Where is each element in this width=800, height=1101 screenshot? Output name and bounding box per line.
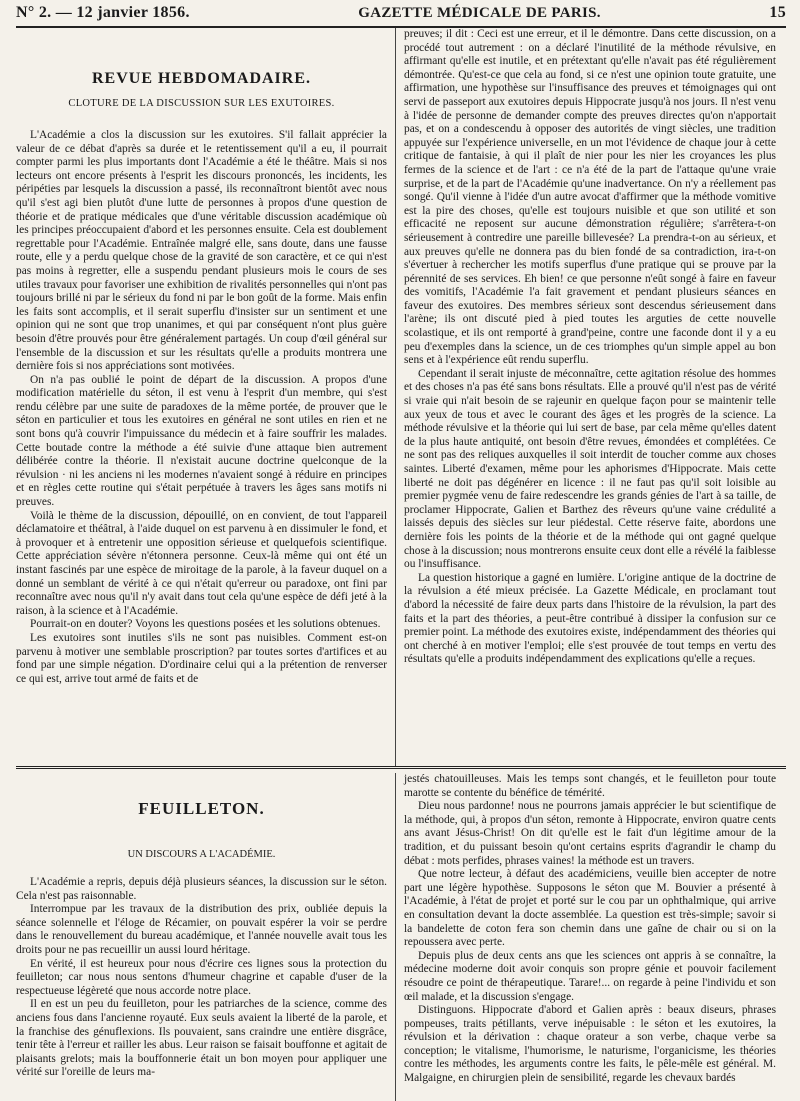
revue-title: REVUE HEBDOMADAIRE. (91, 70, 311, 87)
feuilleton-right-column (396, 773, 776, 1101)
revue-section (16, 28, 786, 769)
feuilleton-paragraph: L'Académie a repris, depuis déjà plusieurs séances, la discussion sur le séton. Cela n'est pas raisonnable. (16, 876, 387, 902)
feuilleton-left-column (16, 773, 396, 1101)
revue-right-column (396, 28, 776, 766)
revue-paragraph: L'Académie a clos la discussion sur les exutoires. S'il fallait apprécier la valeur de ce débat d'après sa durée et le retentissement qu'il a eu, il pourrait compter parmi les plus importants dont l'Académie a été le théâtre. Mais si nos lecteurs ont encore présents à l'esprit les discours prononcés, les incidents, les péripéties par lesquels la discussion a passé, ils reconnaîtront bientôt avec nous qu'il s'est agi bien plutôt d'une lutte de personnes à propos d'une question de théorie et de pratique médicales que d'une véritable discussion académique où les principes préoccupaient d'abord et les personnes ensuite. Cela est doublement regrettable pour l'Académie. Entraînée malgré elle, sans doute, dans une fausse route, elle y a perdu quelque chose de la gravité de son caractère, et ce qui n'est pas moins à regretter, elle a suspendu pendant plusieurs mois le cours de ses utiles travaux pour favoriser une exhibition de rivalités personnelles qui n'ont pas toujours brillé ni par le sérieux du fond ni par le bon goût de la forme. Mais enfin les faits sont accomplis, et il serait superflu d'insister sur un sentiment et une opinion qui ne sont que trop unanimes, et qui par conséquent n'ont plus guère besoin d'être prouvés pour être généralement partagés. Un coup d'œil général sur l'ensemble de la discussion et sur les résultats qu'elle a produits montrera une dernière fois si nos appréciations sont motivées. (16, 129, 387, 373)
feuilleton-title: FEUILLETON. (138, 799, 265, 818)
feuilleton-paragraph: En vérité, il est heureux pour nous d'écrire ces lignes sous la protection du feuilleton; car nous nous sentons d'humeur chagrine et capable d'user de la respectueuse légèreté que nous accorde notre place. (16, 957, 387, 997)
feuilleton-paragraph: Distinguons. Hippocrate d'abord et Galien après : beaux diseurs, phrases pompeuses, traits pétillants, verve inépuisable : le séton et les exutoires, la révulsion et la dérivation : chaque orateur a son verbe, chaque verbe sa conception; le vitalisme, l'humorisme, le naturisme, l'organicisme, les théories contre les méthodes, les arguments contre les faits, le pêle-mêle est général. M. Malgaigne, en chirurgien plein de sensibilité, regarde les chevaux bardés (404, 1004, 776, 1085)
feuilleton-paragraph: Il en est un peu du feuilleton, pour les patriarches de la science, comme des anciens fous dans l'ancienne royauté. Eux seuls avaient la liberté de la parole, et la franchise des génuflexions. Ils pouvaient, sans craindre une entière disgrâce, tenir tête à l'erreur et railler les abus. Leur raison se faisait bouffonne et agitait de plaisants grelots; mais la bouffonnerie était un bon moyen pour appliquer une vérité sur l'oreille de leurs ma- (16, 998, 387, 1079)
revue-left-column (16, 28, 396, 766)
issue-date: N° 2. — 12 janvier 1856. (16, 4, 190, 21)
revue-paragraph: preuves; il dit : Ceci est une erreur, et il le démontre. Dans cette discussion, on a procédé tout autrement : on a déclaré l'inutilité de la méthode révulsive, en affirmant qu'elle est inutile, et en prétextant qu'elle n'avait pas été régulièrement démontrée. Qu'est-ce que cela au fond, si ce n'est une opinion toute gratuite, une affirmation, une hypothèse sur l'insuffisance des preuves et témoignages qui ont servi de passeport aux exutoires depuis Hippocrate jusqu'à nos jours. Il n'est venu à l'idée de personne de demander compte des preuves directes qu'on n'apportait pas, et on a condescendu à opposer des autorités de vingt siècles, une tradition appuyée sur l'expérience universelle, en un mot l'évidence de chaque jour à cette critique de fantaisie, à qui il plaît de nier pour les nier les croyances les plus fermes de la science et de l'art : ce n'a été de la part de l'attaque qu'une vraie surprise, et de la part de l'Académie qu'une inadvertance. On n'y a réellement pas songé. Qu'il vienne à l'idée d'un autre avocat d'affirmer que la méthode vomitive est la pire des choses, qu'elle est toujours nuisible et que son utilité et son efficacité ne reposent sur aucune démonstration régulière; s'arrêtera-t-on sérieusement à contredire une pareille billevesée? La prendra-t-on au sérieux, et aux preuves qu'elle ne donnera pas du bien fondé de sa contradiction, ira-t-on s'évertuer à rechercher les motifs superflus d'une pratique qui se prouve par la pérennité de ses services. Eh bien! ce que personne n'eût songé à faire en faveur des vomitifs, l'Académie l'a fait gravement et pendant plusieurs séances en faveur des exutoires. Des membres sérieux sont descendus sérieusement dans l'arène; ils ont discuté pied à pied toutes les arguties de cette nouvelle scolastique, et ils ont remporté à grand'peine, contre une faconde dont il y a eu peu d'exemples dans la science, un de ces triomphes qu'un simple appel au bon sens et à l'expérience eût rendu superflu. (404, 28, 776, 367)
feuilleton-paragraph: Interrompue par les travaux de la distribution des prix, oubliée depuis la séance solennelle et l'éloge de Récamier, on pouvait espérer la voir se perdre dans le renouvellement du bureau académique, et l'année nouvelle avait tous les droits pour ne pas recueillir un aussi lourd héritage. (16, 903, 387, 956)
journal-title: GAZETTE MÉDICALE DE PARIS. (358, 5, 601, 21)
page-number: 15 (769, 4, 786, 21)
feuilleton-paragraph: jestés chatouilleuses. Mais les temps sont changés, et le feuilleton pour toute marotte se contente du bénéfice de témérité. (404, 773, 776, 799)
revue-paragraph: Les exutoires sont inutiles s'ils ne sont pas nuisibles. Comment est-on parvenu à motiver une semblable proscription? par toutes sortes d'artifices et au fond par une simple négation. D'ordinaire celui qui a la prétention de renverser ce qui est, arrive tout armé de faits et de (16, 631, 387, 685)
revue-paragraph: Cependant il serait injuste de méconnaître, cette agitation résolue des hommes et des choses n'a pas été sans bons résultats. Elle a prouvé qu'il n'est pas de vérité si vraie qui n'ait besoin de se rajeunir en quelque façon pour se maintenir telle aux yeux de tous et avec le courant des âges et les progrès de la science. La méthode révulsive et la théorie qui lui sert de base, par cela même qu'elles datent de la plus haute antiquité, ont besoin d'être revues, émondées et complétées. Ce ne sont pas des reliques auxquelles il soit interdit de toucher comme aux choses saintes. Liberté d'examen, même pour les aphorismes d'Hippocrate. Mais cette liberté ne doit pas dégénérer en licence : il ne faut pas qu'il soit loisible au premier pygmée venu de faire redescendre les grands génies de l'art à sa taille, de proclamer Hippocrate, Galien et Barthez des rêveurs qu'une vaine crédulité a laissés depuis des siècles sur leur piédestal. Cette réserve faite, abordons une dernière fois les points de la théorie et de la méthode qui ont gagné quelque chose à la discussion; nous montrerons ensuite ceux dont elle a révélé la faiblesse ou l'insuffisance. (404, 367, 776, 571)
revue-paragraph: Pourrait-on en douter? Voyons les questions posées et les solutions obtenues. (30, 618, 381, 631)
revue-paragraph: Voilà le thème de la discussion, dépouillé, on en convient, de tout l'appareil déclamatoire et théâtral, à l'aide duquel on est parvenu à en dissimuler le fond, et à provoquer et à entretenir une opposition sérieuse et quelquefois scientifique. Cette appréciation sévère n'étonnera personne. Ceux-là même qui ont été un instant fascinés par une espèce de miroitage de la parole, à la faveur duquel on a donné un semblant de vérité à ce qui n'était qu'erreur ou paradoxe, ont fini par reconnaître avec nous qu'il n'y avait dans tout cela qu'une espèce de défi jeté à la raison, à la science et à l'Académie. (16, 509, 387, 617)
feuilleton-paragraph: Dieu nous pardonne! nous ne pourrons jamais apprécier le but scientifique de la méthode, qui, à propos d'un séton, remonte à Hippocrate, environ quatre cents ans avant Jésus-Christ! On dit qu'elle est le fait d'un légitime amour de la tradition, et du puissant besoin qu'ont certains esprits d'agrandir le champ du débat : mots perfides, phrases vaines! la méthode est un travers. (404, 800, 776, 867)
page-header (16, 4, 786, 28)
revue-paragraph: On n'a pas oublié le point de départ de la discussion. A propos d'une modification matérielle du séton, il est venu à l'esprit d'un membre, qui s'est rendu célèbre par une suite de paradoxes de la même portée, de prouver que le séton en particulier et tous les exutoires en général ne sont utiles en rien et ne sont bons qu'à couvrir l'impuissance du médecin et à faire souffrir les malades. Cette boutade contre la méthode a été suivie d'une attaque bien autrement délibérée contre la théorie. Il n'existait aucune doctrine quelconque de la révulsion · ni les anciens ni les modernes n'avaient songé à réduire en principes et en règles cette routine qui s'était perpétuée à travers les âges sans motifs ni preuves. (16, 373, 387, 509)
revue-subtitle: CLOTURE DE LA DISCUSSION SUR LES EXUTOIRES. (68, 98, 335, 109)
feuilleton-paragraph: Depuis plus de deux cents ans que les sciences ont appris à se connaître, la médecine moderne doit avoir conquis son propre génie et pouvoir facilement résoudre ce point de thérapeutique. Tarare!... on regarde à peine l'individu et son œil malade, et la discussion s'engage. (404, 949, 776, 1003)
revue-paragraph: La question historique a gagné en lumière. L'origine antique de la doctrine de la révulsion a été mieux précisée. La Gazette Médicale, en proclamant tout d'abord la nécessité de faire deux parts dans l'histoire de la révulsion, la part des faits et la part des théories, a peut-être contribué à dissiper la confusion sur ce premier point. La méthode des exutoires existe, indépendamment des théories qui ont cherché à en motiver l'emploi; elle s'est prouvée de tout temps en vertu des résultats qu'elle a produits indépendamment des explications qu'elle a reçues. (404, 571, 776, 666)
feuilleton-section (16, 769, 786, 1101)
feuilleton-subtitle: UN DISCOURS A L'ACADÉMIE. (127, 849, 276, 860)
feuilleton-paragraph: Que notre lecteur, à défaut des académiciens, veuille bien accepter de notre part une légère hypothèse. Supposons le séton que M. Bouvier a présenté à l'Académie, à l'état de projet et porté sur le cou par un ophthalmique, qui arrive en consultation devant la docte assemblée. La question est très-simple; savoir si la bandelette de coton fera son chemin dans une gaîne de chair ou si on la repoussera avec perte. (404, 868, 776, 949)
